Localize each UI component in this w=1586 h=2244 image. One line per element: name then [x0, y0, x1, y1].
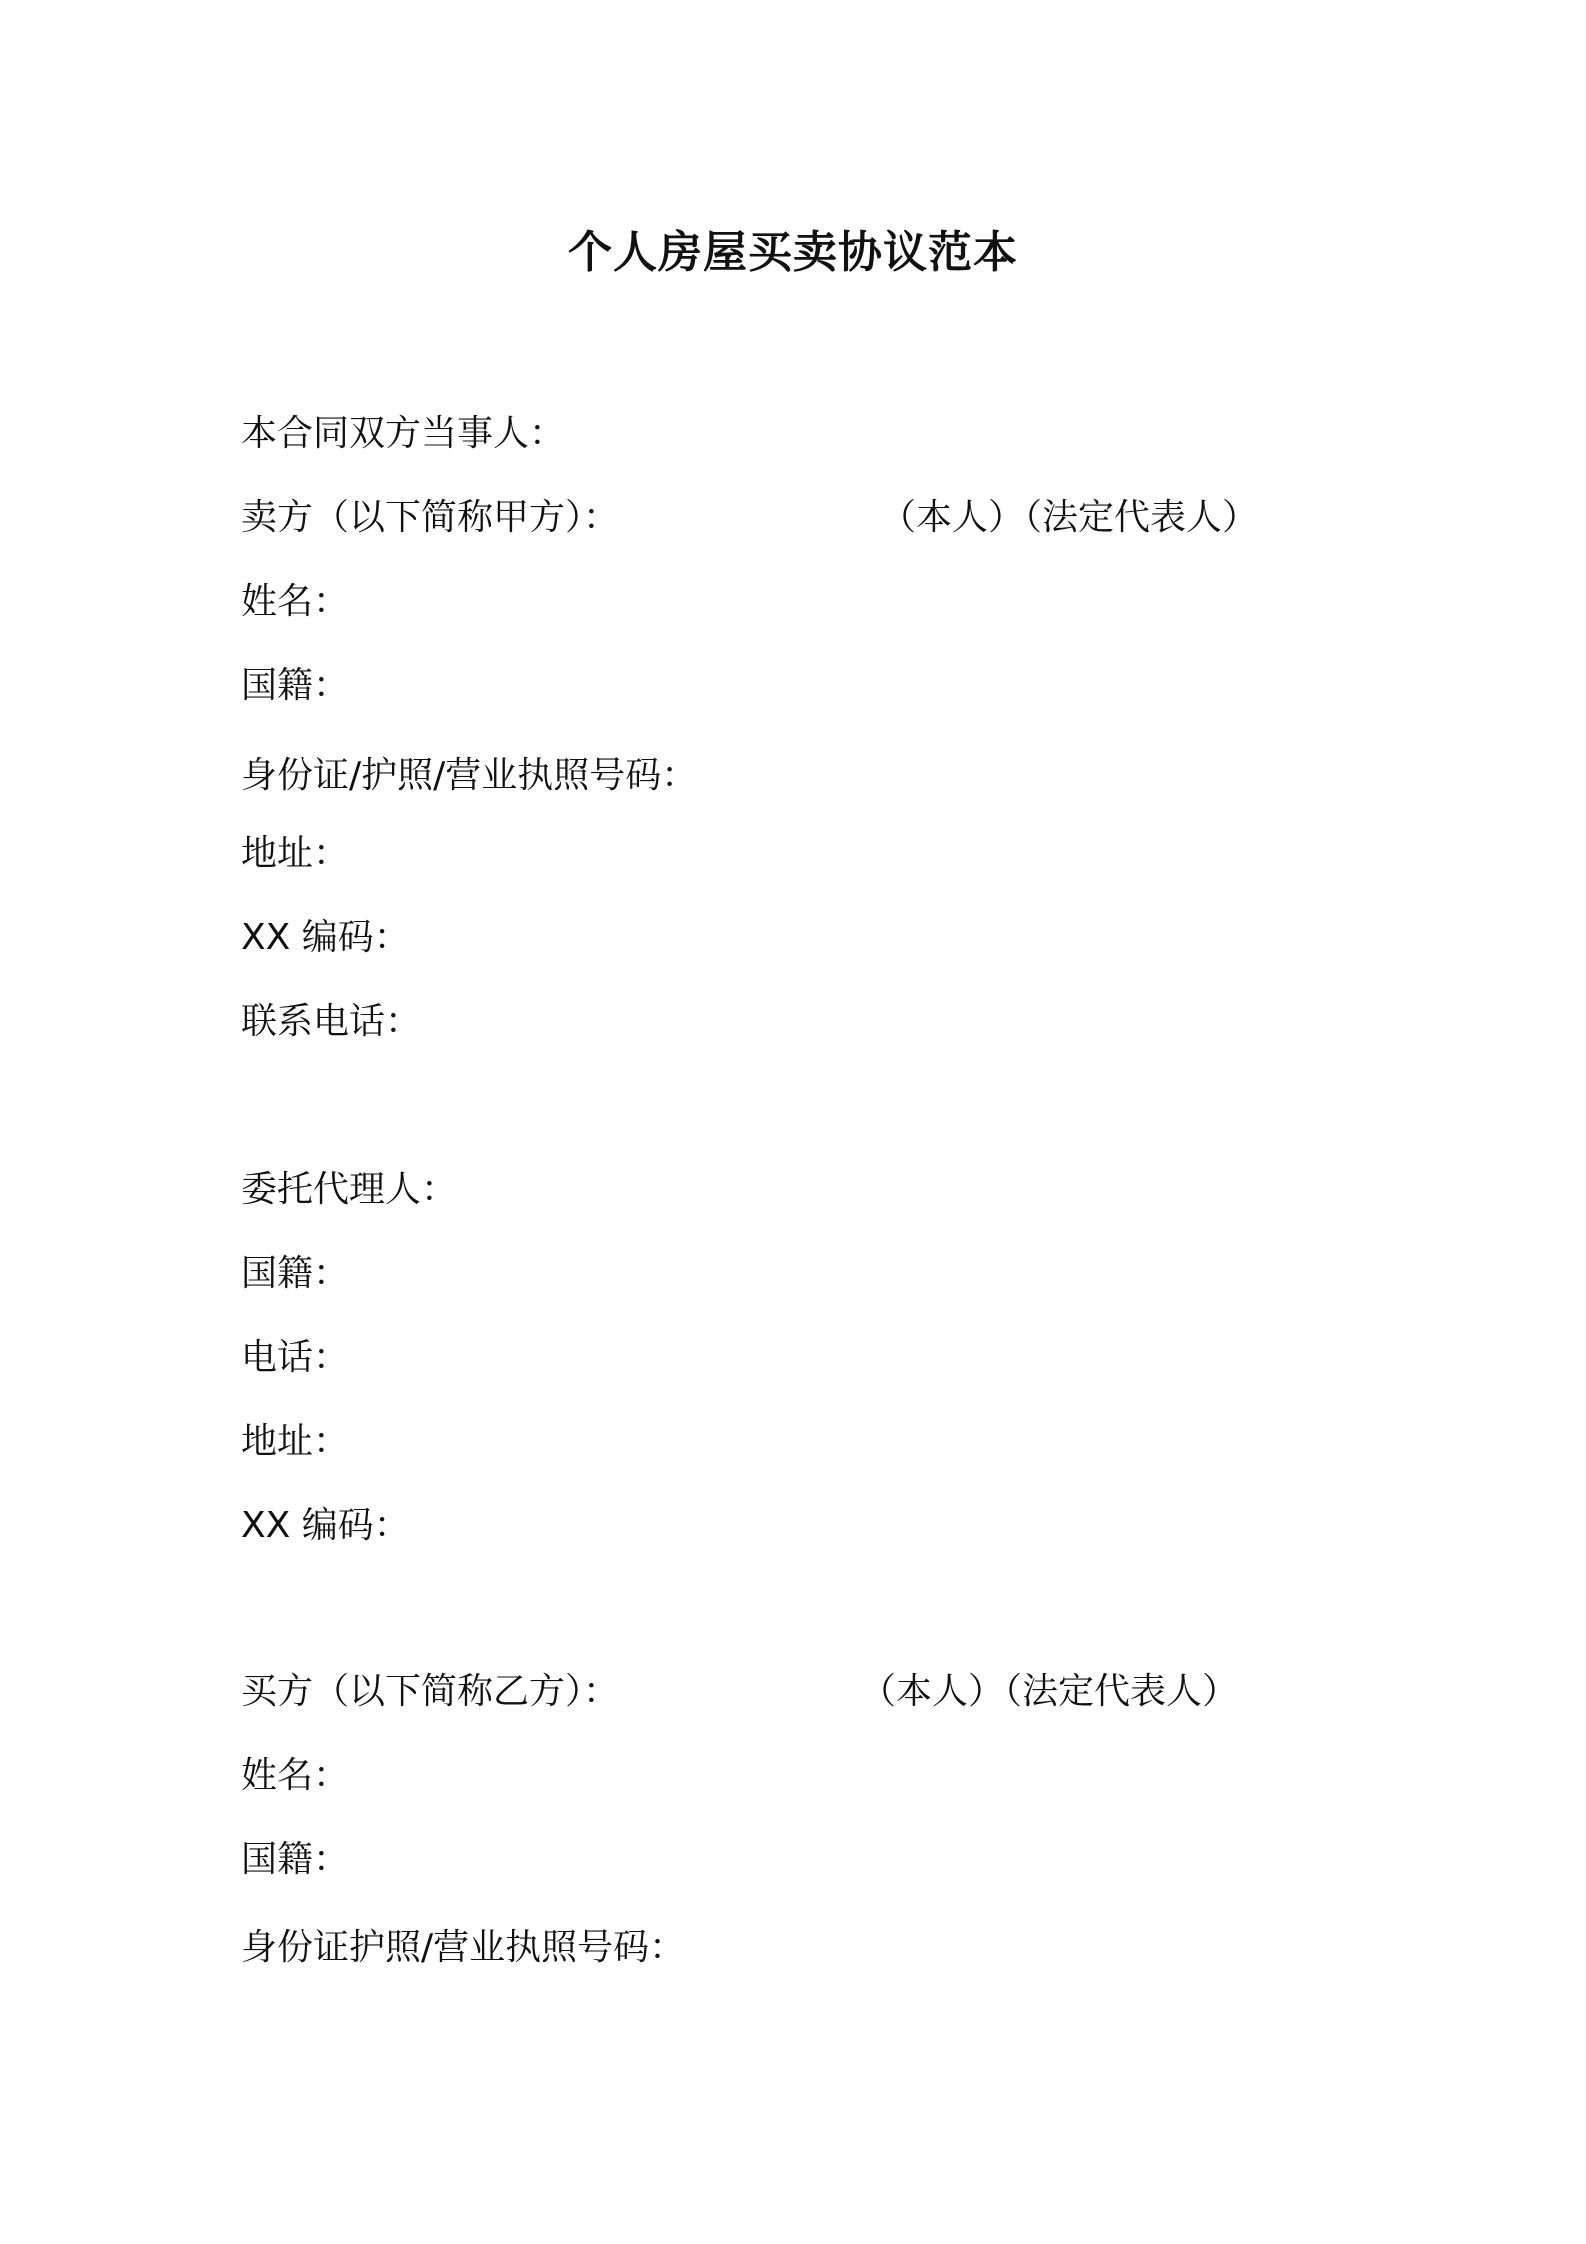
parties-heading: 本合同双方当事人：: [241, 413, 566, 454]
seller-name-label: 姓名：: [241, 581, 350, 622]
buyer-role-options: （本人）（法定代表人）: [860, 1671, 1239, 1712]
agent-nationality-label: 国籍：: [241, 1253, 350, 1294]
seller-phone-label: 联系电话：: [241, 1001, 422, 1042]
seller-nationality-label: 国籍：: [241, 665, 350, 706]
seller-postal-code-label: XX 编码：: [241, 917, 410, 958]
buyer-id-number-label: 身份证护照/营业执照号码：: [241, 1927, 686, 1968]
seller-heading: 卖方（以下简称甲方）：: [241, 497, 620, 538]
buyer-heading: 买方（以下简称乙方）：: [241, 1671, 620, 1712]
document-title: 个人房屋买卖协议范本: [568, 227, 1018, 278]
agent-address-label: 地址：: [241, 1421, 350, 1462]
buyer-nationality-label: 国籍：: [241, 1839, 350, 1880]
seller-address-label: 地址：: [241, 833, 350, 874]
seller-role-options: （本人）（法定代表人）: [880, 497, 1259, 538]
agent-postal-code-label: XX 编码：: [241, 1505, 410, 1546]
agent-phone-label: 电话：: [241, 1337, 350, 1378]
seller-id-number-label: 身份证/护照/营业执照号码：: [241, 755, 698, 796]
buyer-name-label: 姓名：: [241, 1755, 350, 1796]
agent-heading: 委托代理人：: [241, 1169, 458, 1210]
